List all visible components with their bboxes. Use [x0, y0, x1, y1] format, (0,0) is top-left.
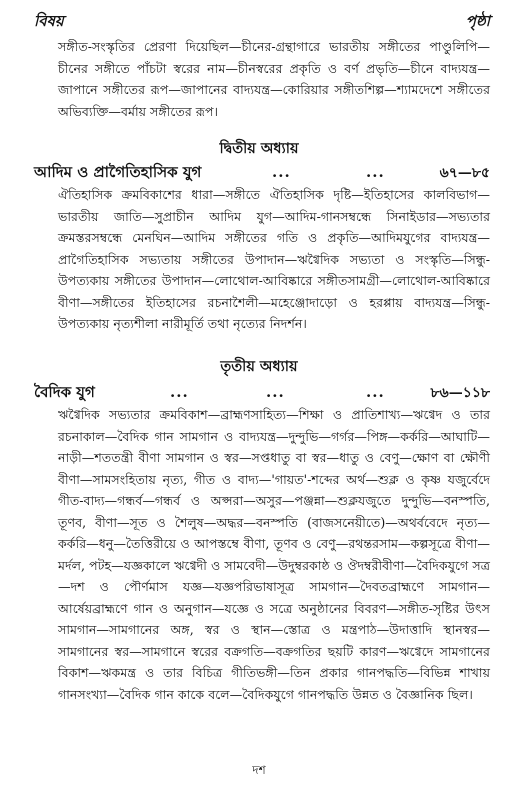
- chapter3-title: বৈদিক যুগ: [34, 383, 95, 401]
- chapter2-contents-text: ঐতিহাসিক ক্রমবিকাশের ধারা—সঙ্গীতে ঐতিহাসিক দৃষ্টি—ইতিহাসের কালবিভাগ—ভারতীয় জাতি—সুপ্রাচীন আদিম যুগ—আদিম-গানসম্বন্ধে সিনাইডার—সভ্যতার ক্রমস্তরসম্বন্ধে মেনঘিন—আদিম সঙ্গীতের গতি ও প্রকৃতি—আদিমযুগের বাদ্যযন্ত্র—প্রাগৈতিহাসিক সভ্যতায় সঙ্গীতের উপাদান—ঋগ্বৈদিক সভ্যতা ও সংস্কৃতি—সিন্ধু-উপত্যকায় সঙ্গীতের উপাদান—লোথোল-আবিষ্কারে সঙ্গীতসামগ্রী—লোথোল-আবিষ্কারে বীণা—সঙ্গীতের ইতিহাসের রচনাশৈলী—মহেঞ্জোদাড়ো ও হরপ্পায় বাদ্যযন্ত্র—সিন্ধু-উপত্যকায় নৃত্যশীলা নারীমূর্তি তথা নৃত্যের নিদর্শন।: [58, 187, 490, 331]
- chapter3-leader-dots-1: ...: [170, 383, 189, 401]
- chapter2-heading: দ্বিতীয় অধ্যায়: [219, 140, 299, 157]
- chapter2-leader-dots-2: ...: [366, 163, 385, 181]
- chapter2-leader-dots-1: ...: [272, 163, 291, 181]
- chapter3-heading: তৃতীয় অধ্যায়: [220, 358, 298, 375]
- page-header: [34, 10, 490, 32]
- page-number-footer: দশ: [252, 763, 266, 777]
- chapter2-page-range: ৬৭—৮৫: [439, 165, 490, 181]
- chapter3-contents-text: ঋগ্বৈদিক সভ্যতার ক্রমবিকাশ—ব্রাহ্মণসাহিত্য—শিক্ষা ও প্রাতিশাখ্য—ঋগ্বেদ ও তার রচনাকাল—বৈদিক গান সামগান ও বাদ্যযন্ত্র—দুন্দুভি—গর্গর—পিঙ্গ—কর্করি—আঘাটি—নাড়ী—শততন্ত্রী বীণা সামগান ও স্বর—সপ্তধাতু বা স্বর—ধাতু ও বেণু—ক্ষোণ বা ক্ষৌণী বীণা—সামসংহিতায় নৃত্য, গীত ও বাদ্য—'গায়ত'-শব্দের অর্থ—শুক্ল ও কৃষ্ণ যজুর্বেদে গীত-বাদ্য—গন্ধর্ব—গন্ধর্ব ও অপ্সরা—অসুর—পঞ্জন্না—শুক্লযজুতে দুন্দুভি—বনস্পতি, তূণব, বীণা—সূত ও শৈলুষ—অদ্ধর—বনস্পতি (বাজসনেয়ীতে)—অথর্ববেদে নৃত্য—কর্করি—ধনু—তৈত্তিরীয়ে ও আপস্তম্বে বীণা, তূণব ও বেণু—রথন্তরসাম—কল্পসূত্রে বীণা—মর্দল, পটহ—যজ্ঞকালে ঋগ্বেদী ও সামবেদী—উদুম্বরকাষ্ঠ ও ঔদম্বরীবীণা—বৈদিকযুগে সত্র—দশ ও পৌর্ণমাস যজ্ঞ—যজ্ঞপরিভাষাসূত্র সামগান—দৈবতব্রাহ্মণে সামগান—আর্ষেয়ব্রাহ্মণে গান ও অনুগান—যজ্ঞে ও সত্রে অনুষ্ঠানের বিবরণ—সঙ্গীত-সৃষ্টির উৎস সামগান—সামগানের অঙ্গ, স্বর ও স্থান—স্তোত্র ও মন্ত্রপাঠ—উদাত্তাদি স্থানস্বর—সামগানের স্বর—সামগানে স্বরের বক্রগতি—বক্রগতির ছয়টি কারণ—ঋগ্বেদে সামগানের বিকাশ—ঋকমন্ত্র ও তার বিচিত্র গীতিভঙ্গী—তিন প্রকার গানপদ্ধতি—বিভিন্ন শাখায় গানসংখ্যা—বৈদিক গান কাকে বলে—বৈদিকযুগে গানপদ্ধতি উন্নত ও বৈজ্ঞানিক ছিল।: [58, 407, 490, 702]
- chapter3-leader-dots-3: ...: [366, 383, 385, 401]
- chapter3-title-row: [34, 381, 490, 405]
- chapter1-continuation-text: সঙ্গীত-সংস্কৃতির প্রেরণা দিয়েছিল—চীনের-গ্রন্থাগারে ভারতীয় সঙ্গীতের পাণ্ডুলিপি—চীনের সঙ্গীতে পাঁচটা স্বরের নাম—চীনস্বরের প্রকৃতি ও বর্ণ প্রভৃতি—চীনে বাদ্যযন্ত্র—জাপানে সঙ্গীতের রূপ—জাপানের বাদ্যযন্ত্র—কোরিয়ার সঙ্গীতশিল্প—শ্যামদেশে সঙ্গীতের অভিব্যক্তি—বর্মায় সঙ্গীতের রূপ।: [58, 39, 490, 119]
- header-page-label: পৃষ্ঠা: [465, 12, 490, 30]
- chapter3-page-range: ৮৬—১১৮: [430, 385, 490, 401]
- chapter3-leader-dots-2: ...: [266, 383, 285, 401]
- chapter2-title: আদিম ও প্রাগৈতিহাসিক যুগ: [34, 163, 202, 181]
- header-subject-label: বিষয়: [34, 12, 64, 30]
- chapter2-title-row: [34, 161, 490, 185]
